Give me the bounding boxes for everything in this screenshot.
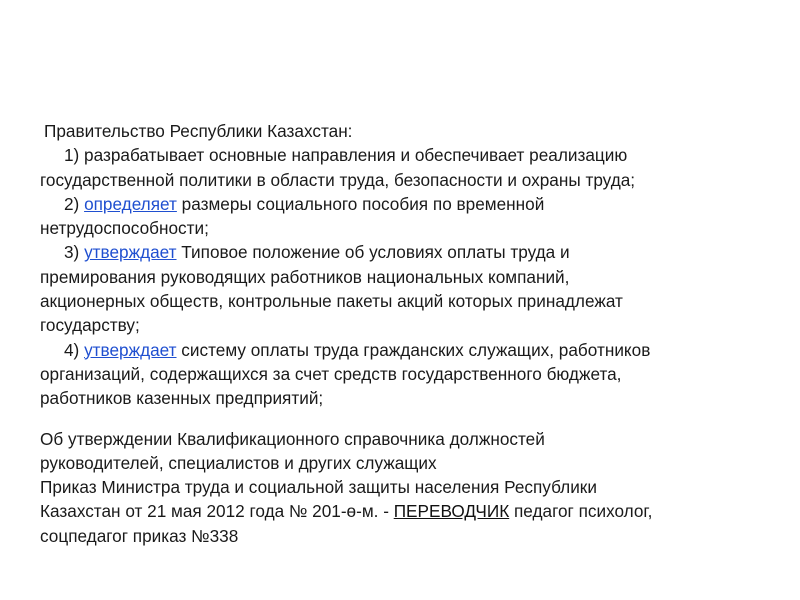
item-3-line-1 (40, 240, 780, 264)
item-4-line-2: организаций, содержащихся за счет средств государственного бюджета, (40, 363, 622, 384)
item-4-number: 4) (64, 339, 85, 360)
item-4-line-3: работников казенных предприятий; (40, 388, 324, 409)
item-3-line-3: акционерных обществ, контрольные пакеты акций которых принадлежат (40, 291, 623, 312)
item-2-link-determines[interactable]: определяет (84, 193, 177, 214)
item-3-text: Типовое положение об условиях оплаты труда и (176, 242, 570, 263)
order-title-line-1: Об утверждении Квалификационного справочника должностей (40, 428, 545, 449)
item-2-line-1 (40, 192, 780, 216)
item-2-text: размеры социального пособия по временной (176, 193, 545, 214)
item-3-line-4: государству; (40, 315, 140, 336)
translator-link[interactable]: ПЕРЕВОДЧИК (393, 501, 510, 522)
order-title-line-2: руководителей, специалистов и других служащих (40, 452, 437, 473)
item-4-line-1 (40, 338, 780, 362)
government-heading: Правительство Республики Казахстан: (44, 121, 353, 141)
order-line-4 (40, 499, 780, 523)
item-1-line-2: государственной политики в области труда, безопасности и охраны труда; (40, 169, 636, 190)
item-4-text: систему оплаты труда гражданских служащих, работников (176, 339, 651, 360)
order-line-5: соцпедагог приказ №338 (40, 525, 239, 546)
item-3-number: 3) (64, 242, 85, 263)
item-3-link-approves[interactable]: утверждает (84, 242, 177, 263)
item-2-number: 2) (64, 193, 85, 214)
paragraph-gap (40, 411, 780, 427)
order-line-3: Приказ Министра труда и социальной защиты населения Республики (40, 477, 597, 498)
item-4-link-approves[interactable]: утверждает (84, 339, 177, 360)
order-date-text: Казахстан от 21 мая 2012 года № 201-ө-м. - (40, 501, 394, 522)
item-1-line-1: 1) разрабатывает основные направления и обеспечивает реализацию (64, 145, 628, 166)
document-text (40, 119, 780, 548)
item-2-line-2: нетрудоспособности; (40, 218, 209, 239)
order-line-4-tail: педагог психолог, (509, 501, 653, 522)
item-3-line-2: премирования руководящих работников национальных компаний, (40, 266, 570, 287)
